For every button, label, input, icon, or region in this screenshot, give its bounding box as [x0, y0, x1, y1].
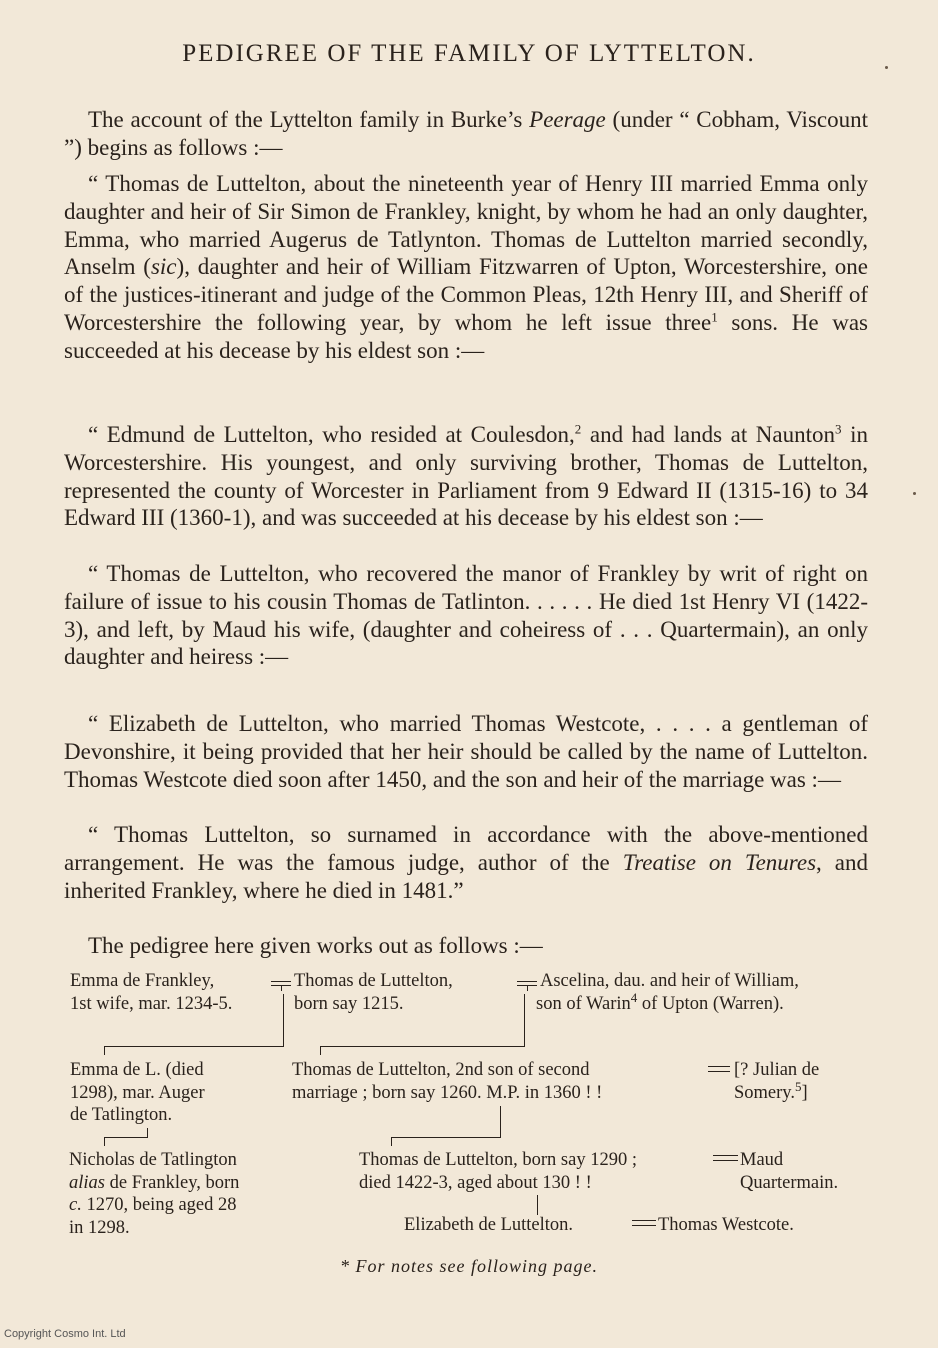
branch-line-3	[104, 1137, 148, 1138]
paper-speck	[885, 66, 888, 69]
descent-line-2	[524, 994, 525, 1042]
footnote-ref-1: 1	[711, 309, 718, 325]
julian-entry: [? Julian de Somery.$^5$]	[734, 1060, 820, 1103]
footnote-text: * For notes see following page.	[340, 1256, 598, 1276]
thomas-3-entry: Thomas de Luttelton, born say 1290 ; died 1422-3, aged about 130 ! !	[359, 1150, 637, 1193]
marriage-drop-1	[281, 985, 282, 991]
descent-line-1	[283, 994, 284, 1042]
footnote-ref-2: 2	[574, 421, 582, 437]
marriage-drop-2	[527, 985, 528, 991]
emma-l-entry: Emma de L. (died 1298), mar. Auger de Tatlington.	[70, 1060, 205, 1125]
ascelina-entry: Ascelina, dau. and heir of William, son of Warin$^4$ of Upton (Warren).	[536, 971, 799, 1014]
footnote-ref-3: 3	[835, 421, 842, 437]
paper-speck	[913, 492, 916, 495]
quote-paragraph-5: “ Thomas Luttelton, so surnamed in accordance with the above-mentioned arrangement. He was the famous judge, author of the Treatise on Tenures, and inherited Frankley, where he died in 1481.”	[64, 822, 868, 903]
page-title: PEDIGREE OF THE FAMILY OF LYTTELTON.	[182, 40, 756, 67]
thomas-1-entry: Thomas de Luttelton, born say 1215.	[294, 971, 453, 1014]
descent-tick-3	[147, 1128, 148, 1137]
descent-line-5	[537, 1195, 538, 1215]
branch-tick-2a	[320, 1046, 321, 1055]
copyright-watermark: Copyright Cosmo Int. Ltd	[4, 1328, 126, 1340]
branch-line-1	[104, 1046, 284, 1047]
elizabeth-entry: Elizabeth de Luttelton.	[404, 1215, 574, 1235]
marriage-line-3a	[708, 1066, 730, 1067]
branch-tick-1b	[283, 1038, 284, 1047]
marriage-line-3b	[708, 1071, 730, 1072]
nicholas-entry: Nicholas de Tatlington alias de Frankley, born c. 1270, being aged 28 in 1298.	[69, 1150, 240, 1238]
pedigree-intro: The pedigree here given works out as follows :—	[88, 933, 543, 958]
footnote-ref-4: 4	[630, 989, 638, 1005]
branch-tick-2b	[524, 1038, 525, 1047]
marriage-line-5b	[632, 1225, 656, 1226]
quote-paragraph-4: “ Elizabeth de Luttelton, who married Thomas Westcote, . . . . a gentleman of Devonshire, it being provided that her heir should be called by the name of Luttelton. Thomas Westcote died soon after 1450, and the son and heir of the marriage was :—	[64, 711, 868, 792]
quote-paragraph-2: “ Edmund de Luttelton, who resided at Coulesdon,$^2$ and had lands at Naunton$^3$ in Worcestershire. His youngest, and only surviving brother, Thomas de Luttelton, represented the county of Worcester in Parliament from 9 Edward II (1315-16) to 34 Edward III (1360-1), and was succeeded at his decease by his eldest son :—	[64, 421, 868, 531]
marriage-line-2a	[517, 981, 537, 982]
marriage-line-4b	[713, 1160, 738, 1161]
descent-line-4	[500, 1106, 501, 1138]
marriage-line-4a	[713, 1155, 738, 1156]
branch-tick-1a	[104, 1046, 105, 1055]
footnote-ref-5: 5	[794, 1078, 802, 1094]
maud-entry: Maud Quartermain.	[740, 1150, 839, 1193]
branch-tick-4	[391, 1137, 392, 1146]
branch-line-2	[320, 1046, 525, 1047]
emma-frankley-entry: Emma de Frankley, 1st wife, mar. 1234-5.	[70, 971, 233, 1014]
marriage-line-1a	[271, 981, 291, 982]
thomas-2-entry: Thomas de Luttelton, 2nd son of second marriage ; born say 1260. M.P. in 1360 ! !	[292, 1060, 603, 1103]
quote-paragraph-1: “ Thomas de Luttelton, about the nineteenth year of Henry III married Emma only daughter and heir of Sir Simon de Frankley, knight, by whom he had an only daughter, Emma, who married Augerus de Tatlynton. Thomas de Luttelton married secondly, Anselm (sic), daughter and heir of William Fitzwarren of Upton, Worcestershire, one of the justices-itinerant and judge of the Common Pleas, 12th Henry III, and Sheriff of Worcestershire the following year, by whom he left issue three$^1$ sons. He was succeeded at his decease by his eldest son :—	[64, 171, 868, 363]
quote-paragraph-3: “ Thomas de Luttelton, who recovered the manor of Frankley by writ of right on failure of issue to his cousin Thomas de Tatlinton. . . . . . He died 1st Henry VI (1422-3), and left, by Maud his wife, (daughter and coheiress of . . . Quartermain), an only daughter and heiress :—	[64, 561, 868, 670]
intro-paragraph: The account of the Lyttelton family in Burke’s Peerage (under “ Cobham, Viscount ”) begins as follows :—	[64, 107, 868, 160]
branch-tick-3	[104, 1137, 105, 1146]
westcote-entry: Thomas Westcote.	[658, 1215, 794, 1235]
marriage-line-5a	[632, 1220, 656, 1221]
branch-line-4	[391, 1137, 501, 1138]
